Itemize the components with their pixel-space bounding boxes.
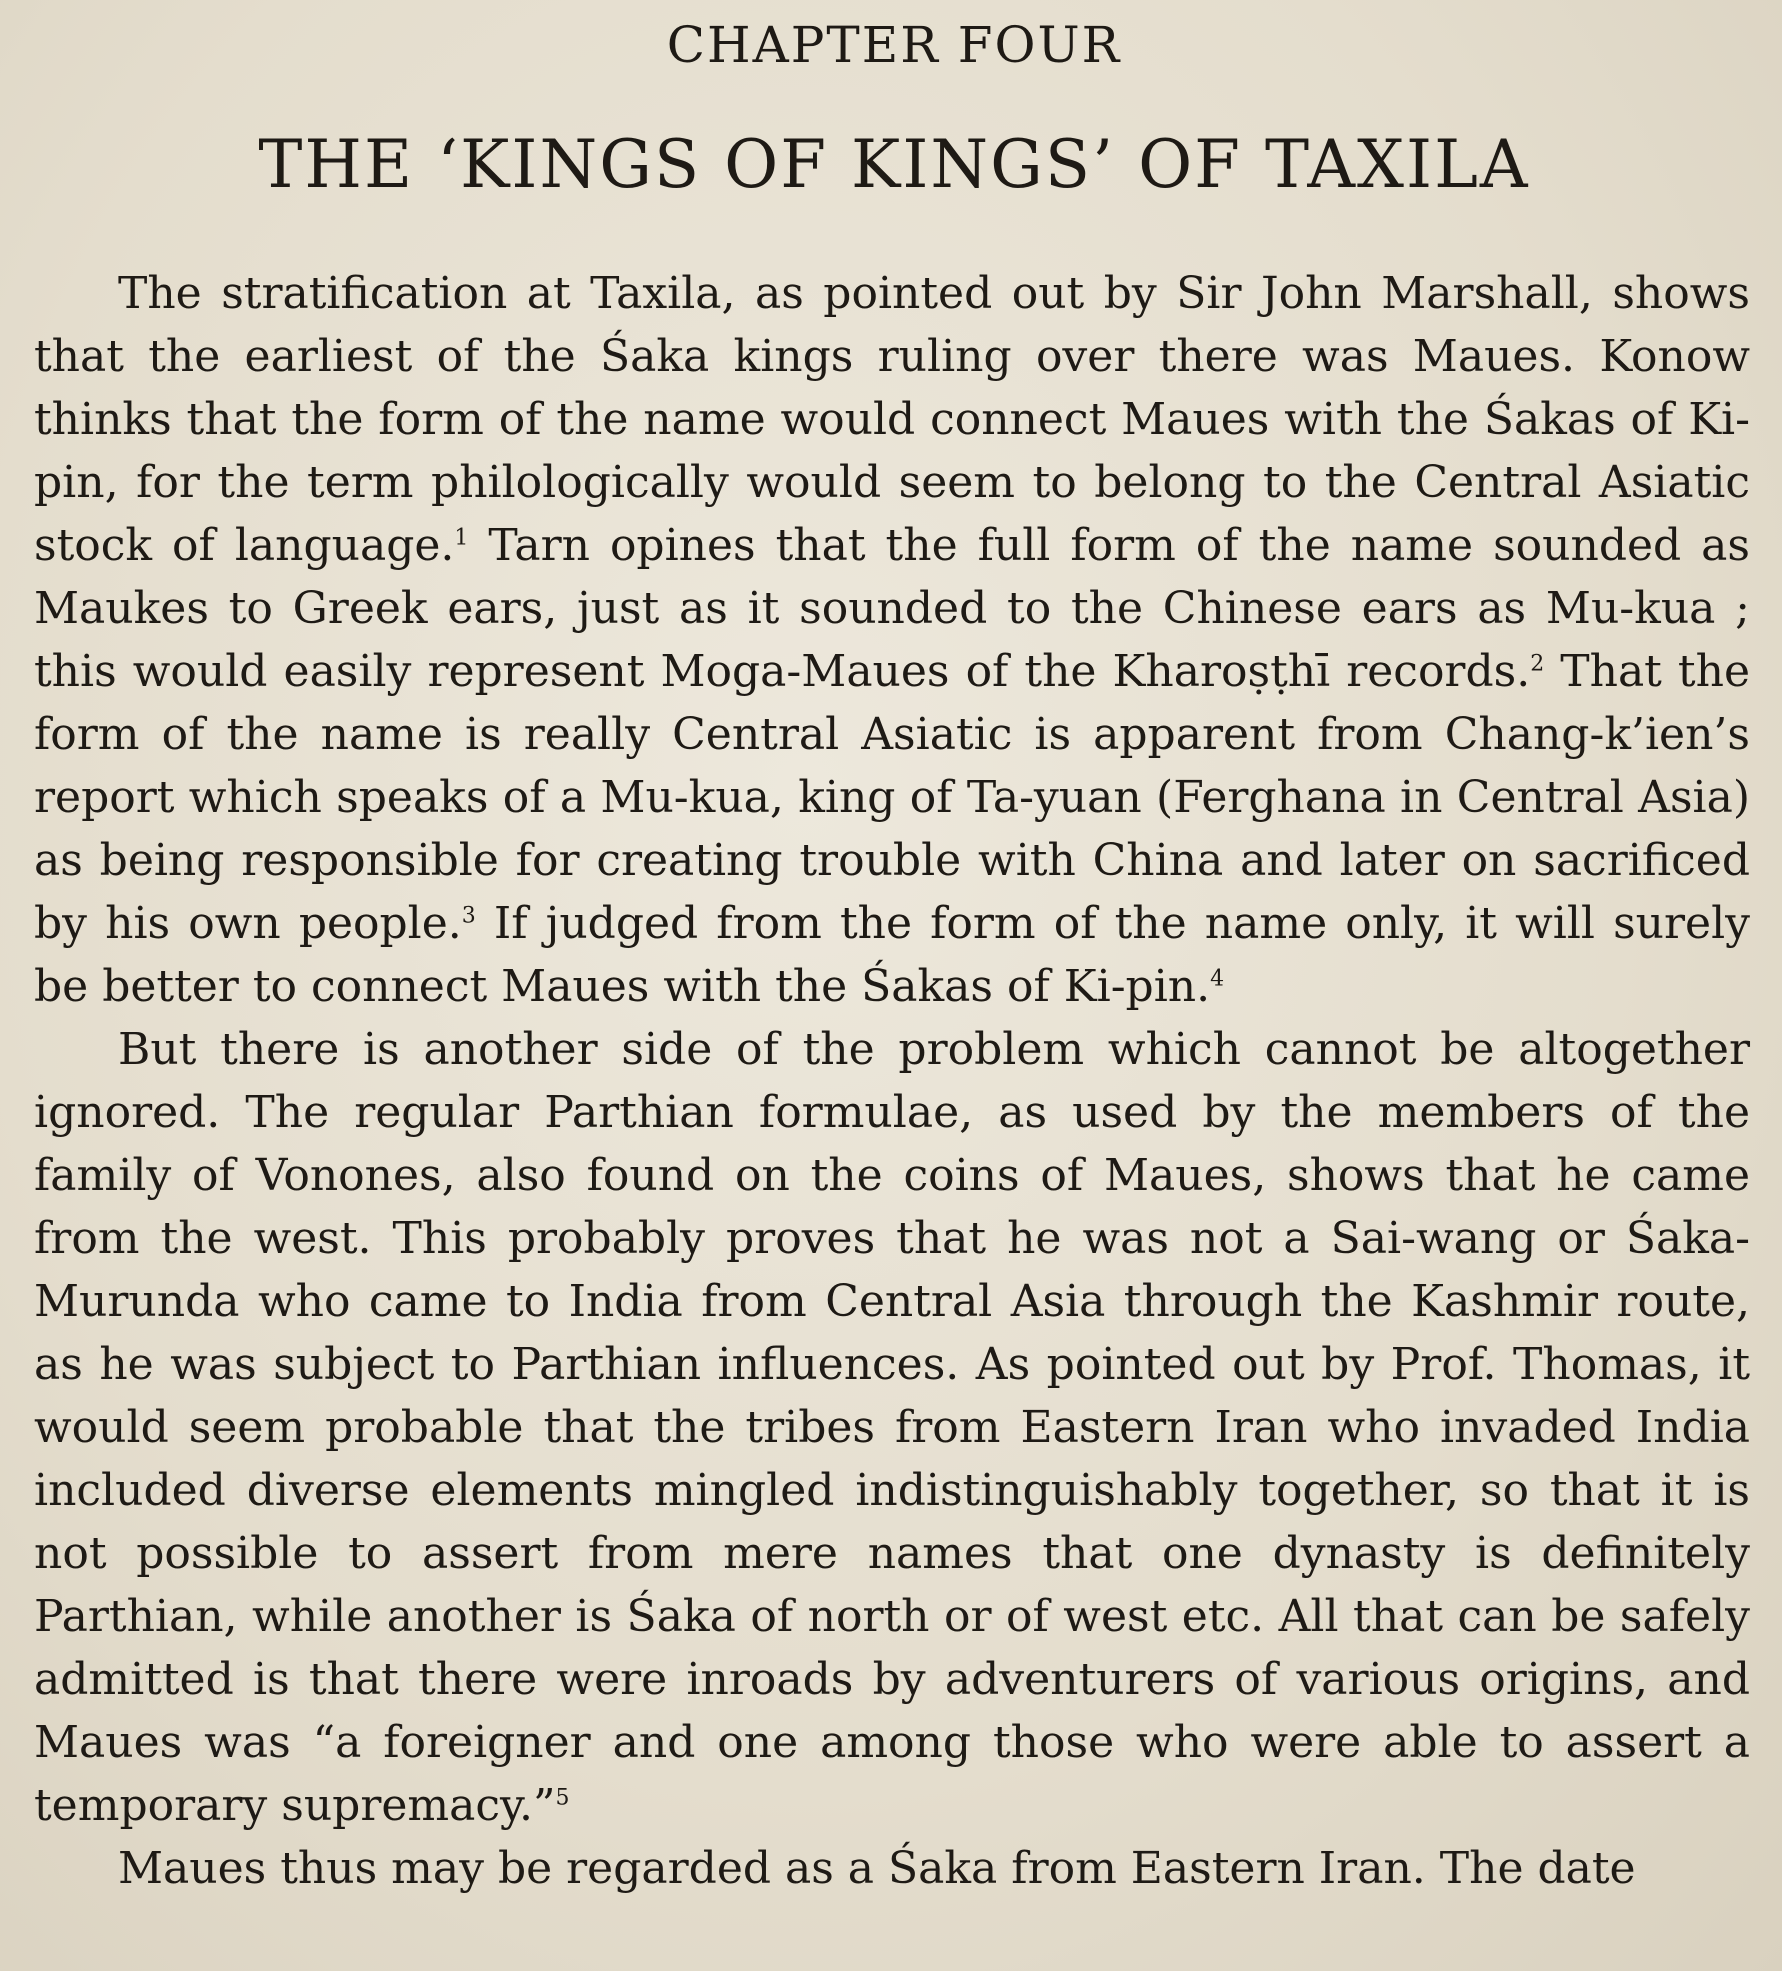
paragraph-1-text-c: That the form of the name is really Central Asiatic is apparent from Chang-k’ien’s report which speaks of a Mu-kua, king of Ta-yuan (Ferghana in Central Asia) as being responsible for creating trouble with China and later on sacrificed by his own people. [34,646,1750,949]
chapter-label: CHAPTER FOUR [666,16,1122,74]
paragraph-2 [34,1018,1750,1837]
paragraph-1-text-b: Tarn opines that the full form of the name sounded as Maukes to Greek ears, just as it sounded to the Chinese ears as Mu-kua ; this would easily represent Moga-Maues of the Kharoṣṭhī records. [34,520,1750,697]
paragraph-1-text-a: The stratification at Taxila, as pointed out by Sir John Marshall, shows that the earliest of the Śaka kings ruling over there was Maues. Konow thinks that the form of the name would connect Maues with the Śakas of Ki-pin, for the term philologically would seem to belong to the Central Asiatic stock of language. [34,268,1750,571]
book-page [34,0,1754,1971]
footnote-ref-4: 4 [1210,966,1225,992]
paragraph-2-text: But there is another side of the problem which cannot be altogether ignored. The regular Parthian formulae, as used by the members of the family of Vonones, also found on the coins of Maues, shows that he came from the west. This probably proves that he was not a Sai-wang or Śaka-Murunda who came to India from Central Asia through the Kashmir route, as he was subject to Parthian influences. As pointed out by Prof. Thomas, it would seem probable that the tribes from Eastern Iran who invaded India included diverse elements mingled indistinguishably together, so that it is not possible to assert from mere names that one dynasty is definitely Parthian, while another is Śaka of north or of west etc. All that can be safely admitted is that there were inroads by adventurers of various origins, and Maues was “a foreigner and one among those who were able to assert a temporary supremacy.” [34,1024,1750,1831]
footnote-ref-3: 3 [461,903,476,929]
paragraph-3 [34,1837,1750,1900]
chapter-title: THE ‘KINGS OF KINGS’ OF TAXILA [258,126,1530,203]
paragraph-3-text: Maues thus may be regarded as a Śaka from Eastern Iran. The date [118,1843,1636,1894]
paragraph-1-text-d: If judged from the form of the name only, it will surely be better to connect Maues with the Śakas of Ki-pin. [34,898,1751,1012]
body-text [34,262,1750,1900]
paragraph-1 [34,262,1750,1018]
footnote-ref-2: 2 [1530,651,1545,677]
footnote-ref-1: 1 [454,525,469,551]
footnote-ref-5: 5 [555,1785,570,1811]
